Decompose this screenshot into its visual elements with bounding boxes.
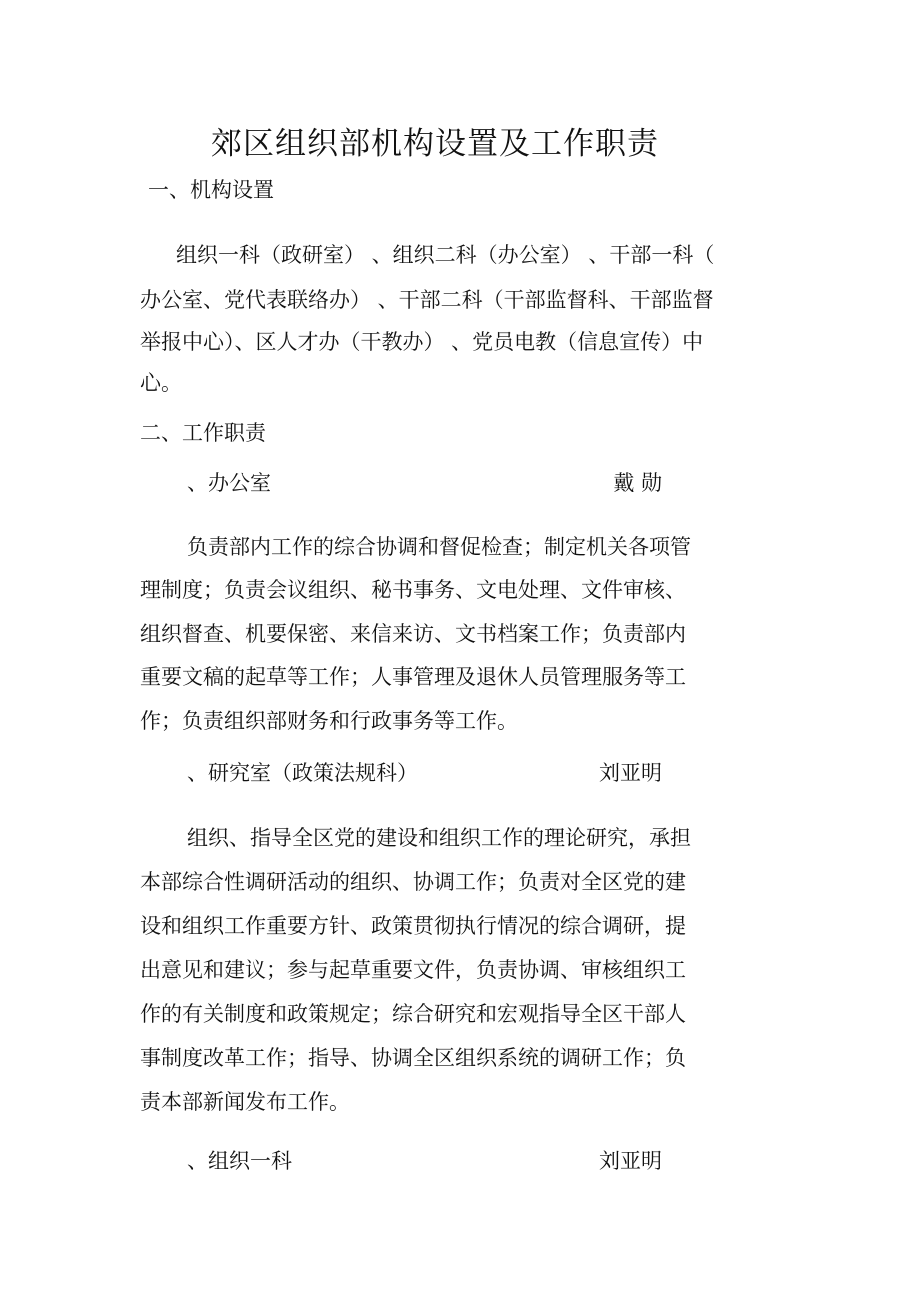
paragraph-line: 重要文稿的起草等工作；人事管理及退休人员管理服务等工 xyxy=(140,665,686,689)
paragraph-line: 理制度；负责会议组织、秘书事务、文电处理、文件审核、 xyxy=(140,578,686,602)
paragraph-line: 负责部内工作的综合协调和督促检查；制定机关各项管 xyxy=(187,535,691,559)
entry-person: 戴 勋 xyxy=(613,471,662,495)
paragraph-line: 举报中心）、区人才办（干教办） 、党员电教（信息宣传）中 xyxy=(140,330,704,354)
section-heading-duties: 二、工作职责 xyxy=(140,421,266,445)
paragraph-line: 办公室、党代表联络办） 、干部二科（干部监督科、干部监督 xyxy=(140,288,714,312)
paragraph-line: 组织、指导全区党的建设和组织工作的理论研究，承担 xyxy=(187,826,691,850)
paragraph-line: 组织一科（政研室） 、组织二科（办公室） 、干部一科（ xyxy=(176,243,715,267)
paragraph-line: 事制度改革工作；指导、协调全区组织系统的调研工作；负 xyxy=(140,1046,686,1070)
paragraph-line: 组织督查、机要保密、来信来访、文书档案工作；负责部内 xyxy=(140,622,686,646)
document-title: 郊区组织部机构设置及工作职责 xyxy=(211,126,659,162)
entry-name: 、研究室（政策法规科） xyxy=(187,761,418,785)
entry-name: 、办公室 xyxy=(187,471,271,495)
paragraph-line: 设和组织工作重要方针、政策贯彻执行情况的综合调研，提 xyxy=(140,914,686,938)
paragraph-line: 作；负责组织部财务和行政事务等工作。 xyxy=(140,709,518,733)
paragraph-line: 作的有关制度和政策规定；综合研究和宏观指导全区干部人 xyxy=(140,1002,686,1026)
entry-person: 刘亚明 xyxy=(599,761,662,785)
entry-name: 、组织一科 xyxy=(187,1149,292,1173)
paragraph-line: 心。 xyxy=(140,371,182,395)
paragraph-line: 本部综合性调研活动的组织、协调工作；负责对全区党的建 xyxy=(140,870,686,894)
paragraph-line: 责本部新闻发布工作。 xyxy=(140,1090,350,1114)
entry-person: 刘亚明 xyxy=(599,1149,662,1173)
paragraph-line: 出意见和建议；参与起草重要文件，负责协调、审核组织工 xyxy=(140,958,686,982)
section-heading-structure: 一、机构设置 xyxy=(148,178,274,202)
